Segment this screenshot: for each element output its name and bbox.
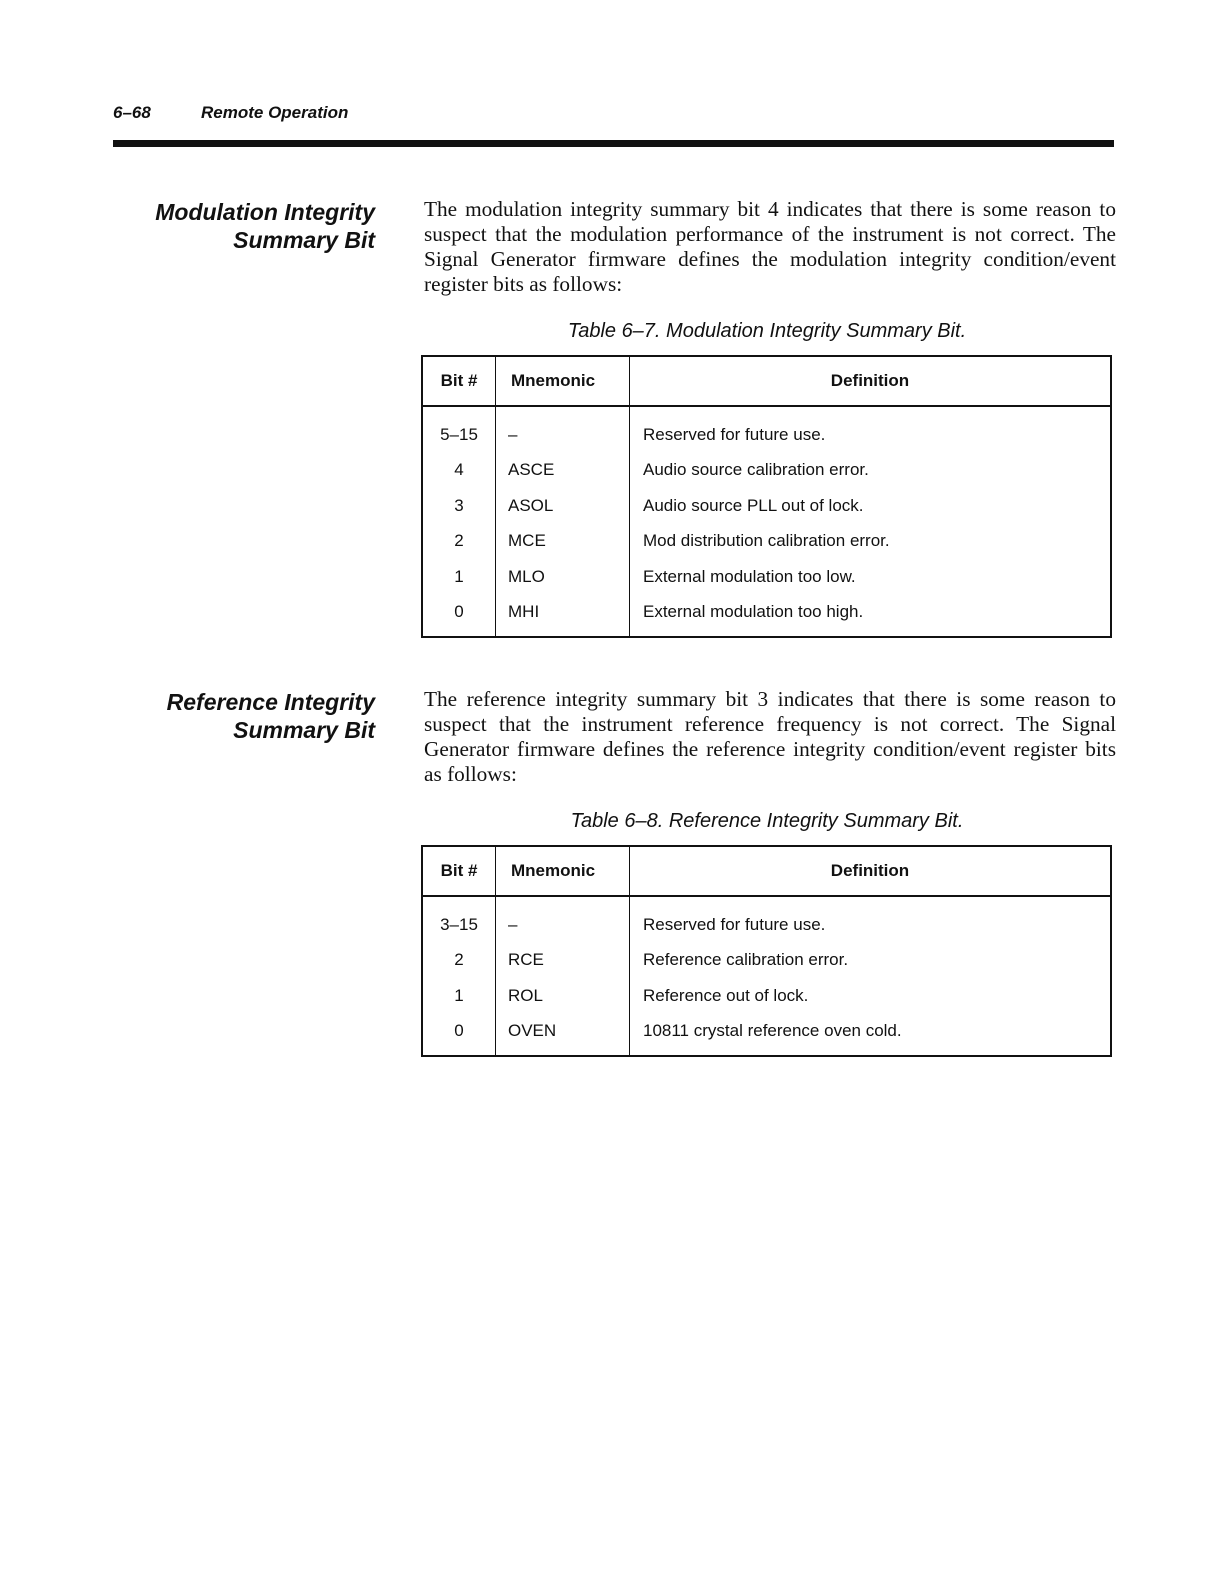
cell-mnemonic: OVEN [496, 1014, 630, 1057]
table-row [422, 943, 1111, 979]
modulation-integrity-heading [100, 198, 375, 254]
table-row [422, 406, 1111, 453]
cell-definition: Reserved for future use. [643, 914, 826, 934]
cell-definition: External modulation too high. [643, 602, 864, 622]
cell-bit: 3–15 [422, 896, 496, 943]
cell-definition: Audio source PLL out of lock. [643, 495, 864, 515]
cell-bit: 2 [422, 943, 496, 979]
cell-mnemonic: MHI [496, 595, 630, 638]
cell-bit: 5–15 [422, 406, 496, 453]
table-row [422, 595, 1111, 638]
cell-definition: Reference out of lock. [643, 985, 809, 1005]
cell-mnemonic: MLO [496, 559, 630, 595]
reference-integrity-paragraph: The reference integrity summary bit 3 indicates that there is some reason to suspect that the instrument reference frequency is not correct. The Signal Generator firmware defines the reference integrity condition/event register bits as follows: [424, 687, 1116, 786]
cell-mnemonic: ROL [496, 978, 630, 1014]
cell-mnemonic: ASOL [496, 488, 630, 524]
table-row [422, 488, 1111, 524]
cell-bit: 2 [422, 524, 496, 560]
table-row [422, 453, 1111, 489]
table-header-row [422, 356, 1111, 406]
cell-definition: Reserved for future use. [643, 424, 826, 444]
cell-mnemonic: MCE [496, 524, 630, 560]
column-header-definition: Definition [630, 356, 1112, 406]
column-header-bit: Bit # [422, 846, 496, 896]
cell-definition: Audio source calibration error. [643, 460, 869, 480]
heading-line: Reference Integrity [166, 689, 375, 715]
table-6-7-caption: Table 6–7. Modulation Integrity Summary Bit. [567, 320, 967, 342]
column-header-definition: Definition [630, 846, 1112, 896]
cell-bit: 0 [422, 595, 496, 638]
table-row [422, 1014, 1111, 1057]
heading-line: Summary Bit [233, 227, 375, 253]
cell-bit: 4 [422, 453, 496, 489]
modulation-integrity-paragraph: The modulation integrity summary bit 4 indicates that there is some reason to suspect that the modulation performance of the instrument is not correct. The Signal Generator firmware defines the modulation integrity condition/event register bits as follows: [424, 197, 1116, 296]
cell-bit: 3 [422, 488, 496, 524]
header-rule [113, 140, 1114, 147]
table-row [422, 524, 1111, 560]
column-header-mnemonic: Mnemonic [496, 356, 630, 406]
cell-mnemonic: – [496, 896, 630, 943]
page-number: 6–68 [113, 103, 151, 122]
cell-mnemonic: RCE [496, 943, 630, 979]
reference-integrity-table [421, 845, 1112, 1057]
section-title: Remote Operation [201, 103, 349, 122]
heading-line: Modulation Integrity [155, 199, 375, 225]
reference-integrity-heading [100, 688, 375, 744]
table-row [422, 896, 1111, 943]
cell-mnemonic: – [496, 406, 630, 453]
cell-bit: 0 [422, 1014, 496, 1057]
cell-mnemonic: ASCE [496, 453, 630, 489]
table-header-row [422, 846, 1111, 896]
cell-definition: External modulation too low. [643, 566, 856, 586]
cell-bit: 1 [422, 559, 496, 595]
cell-bit: 1 [422, 978, 496, 1014]
heading-line: Summary Bit [233, 717, 375, 743]
cell-definition: 10811 crystal reference oven cold. [643, 1021, 902, 1041]
table-row [422, 978, 1111, 1014]
table-row [422, 559, 1111, 595]
cell-definition: Reference calibration error. [643, 950, 849, 970]
column-header-bit: Bit # [422, 356, 496, 406]
table-6-8-caption: Table 6–8. Reference Integrity Summary Bit. [570, 810, 964, 832]
page-header [113, 103, 348, 123]
modulation-integrity-table [421, 355, 1112, 638]
column-header-mnemonic: Mnemonic [496, 846, 630, 896]
cell-definition: Mod distribution calibration error. [643, 531, 890, 551]
